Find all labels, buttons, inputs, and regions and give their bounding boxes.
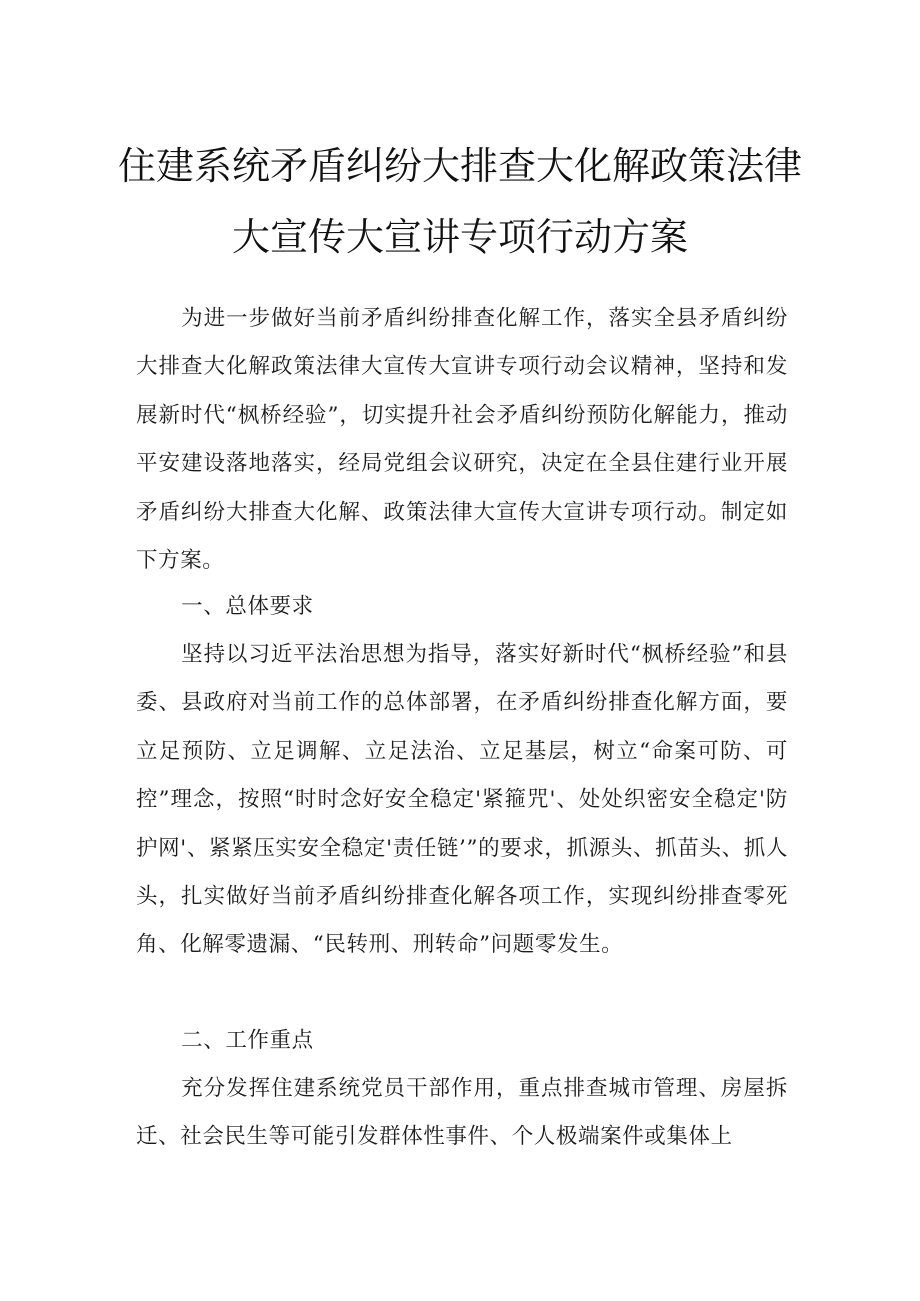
work-focus-paragraph: 充分发挥住建系统党员干部作用，重点排查城市管理、房屋拆迁、社会民生等可能引发群体性事件、个人极端案件或集体上	[136, 1076, 788, 1150]
document-title-line-2: 大宣传大宣讲专项行动方案	[231, 215, 688, 259]
document-title-line-1: 住建系统矛盾纠纷大排查大化解政策法律	[117, 144, 802, 188]
intro-paragraph: 为进一步做好当前矛盾纠纷排查化解工作，落实全县矛盾纠纷大排查大化解政策法律大宣传大宣讲专项行动会议精神，坚持和发展新时代“枫桥经验”，切实提升社会矛盾纠纷预防化解能力，推动平安建设落地落实，经局党组会议研究，决定在全县住建行业开展矛盾纠纷大排查大化解、政策法律大宣传大宣讲专项行动。制定如下方案。	[136, 306, 788, 574]
general-requirements-paragraph: 坚持以习近平法治思想为指导，落实好新时代“枫桥经验”和县委、县政府对当前工作的总体部署，在矛盾纠纷排查化解方面，要立足预防、立足调解、立足法治、立足基层，树立“命案可防、可控”理念，按照“时时念好安全稳定'紧箍咒'、处处织密安全稳定'防护网'、紧紧压实安全稳定'责任链’”的要求，抓源头、抓苗头、抓人头，扎实做好当前矛盾纠纷排查化解各项工作，实现纠纷排查零死角、化解零遗漏、“民转刑、刑转命”问题零发生。	[136, 642, 788, 958]
section-heading-general-requirements: 一、总体要求	[181, 594, 314, 619]
section-heading-work-focus: 二、工作重点	[181, 1028, 314, 1053]
